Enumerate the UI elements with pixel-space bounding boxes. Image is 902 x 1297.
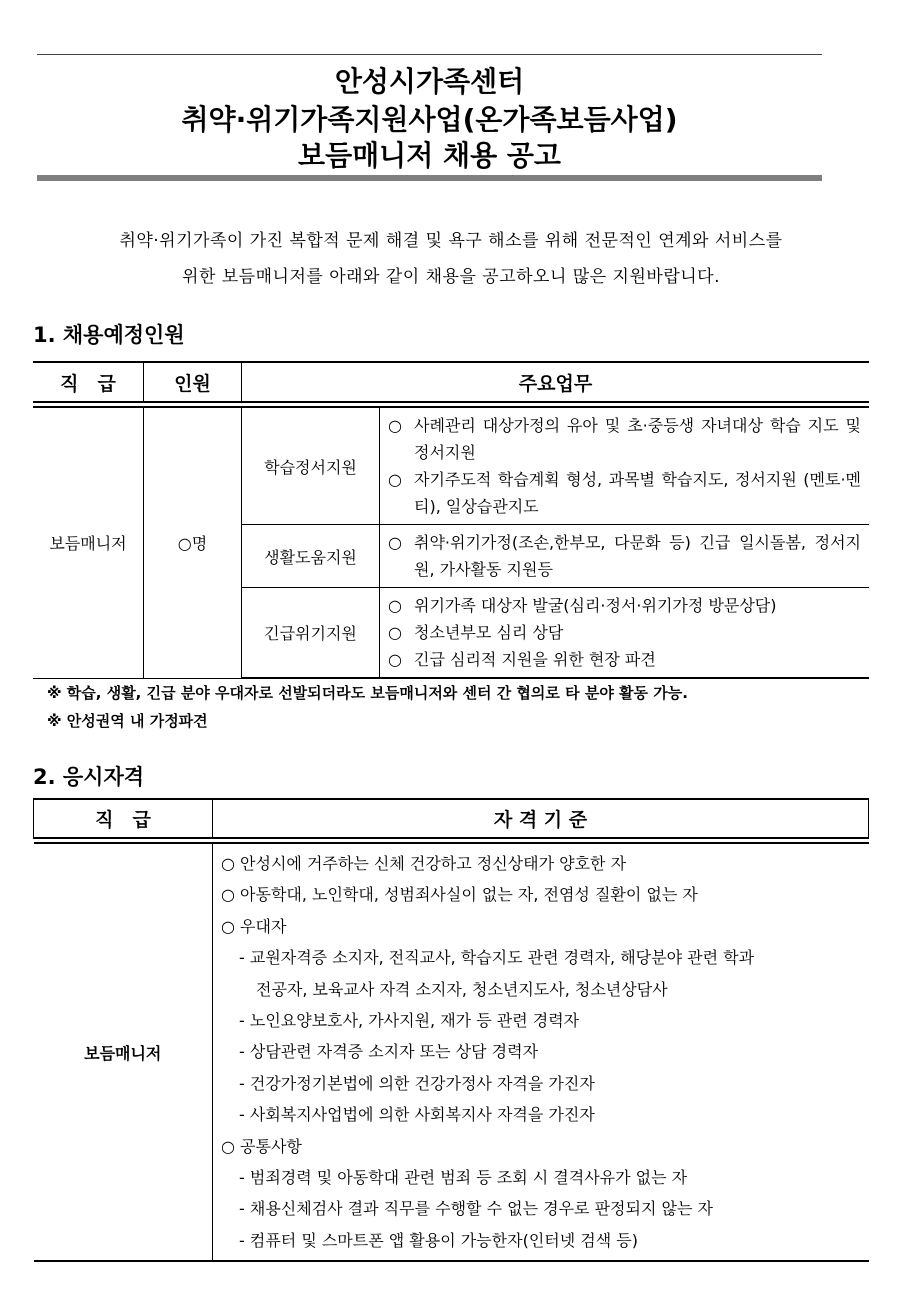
criteria-line: - 노인요양보호사, 가사지원, 재가 등 관련 경력자 <box>239 1010 580 1030</box>
criteria-line: - 교원자격증 소지자, 전직교사, 학습지도 관련 경력자, 해당분야 관련 학과 <box>239 948 755 968</box>
header-count: 인원 <box>144 362 242 402</box>
area-cell: 긴급위기지원 <box>242 588 380 679</box>
criteria-line: - 컴퓨터 및 스마트폰 앱 활용이 가능한자(인터넷 검색 등) <box>239 1230 638 1250</box>
staffing-table <box>33 361 869 679</box>
criteria-line: - 건강가정기본법에 의한 건강가정사 자격을 가진자 <box>239 1073 595 1093</box>
duty-item: ○ 취약·위기가정(조손,한부모, 다문화 등) 긴급 일시돌봄, 정서지원, 가사활동 지원등 <box>388 533 861 579</box>
area-cell: 생활도움지원 <box>242 525 380 588</box>
top-rule <box>37 54 822 55</box>
duty-item: ○ 위기가족 대상자 발굴(심리·정서·위기가정 방문상담) <box>388 596 777 615</box>
duty-item: ○ 청소년부모 심리 상담 <box>388 623 564 642</box>
qualification-table <box>33 798 869 1262</box>
duty-item: ○ 사례관리 대상가정의 유아 및 초·중등생 자녀대상 학습 지도 및 정서지원 <box>388 416 861 462</box>
criteria-line: - 범죄경력 및 아동학대 관련 범죄 등 조회 시 결격사유가 없는 자 <box>239 1167 688 1187</box>
criteria-line: - 사회복지사업법에 의한 사회복지사 자격을 가진자 <box>239 1105 595 1125</box>
title-line-1: 안성시가족센터 <box>334 65 525 98</box>
criteria-cell <box>213 843 869 1261</box>
note-2: ※ 안성권역 내 가정파견 <box>47 712 208 730</box>
area-cell: 학습정서지원 <box>242 407 380 525</box>
criteria-line: ○ 공통사항 <box>221 1136 302 1156</box>
duties-cell <box>380 525 870 588</box>
section-2-heading: 2. 응시자격 <box>33 765 145 789</box>
position-cell: 보듬매니저 <box>34 843 213 1261</box>
criteria-line: 전공자, 보육교사 자격 소지자, 청소년지도사, 청소년상담사 <box>256 979 668 999</box>
criteria-line: ○ 우대자 <box>221 916 287 936</box>
header-position: 직 급 <box>34 799 213 838</box>
position-cell: 보듬매니저 <box>33 407 144 678</box>
staffing-header-row <box>33 362 869 402</box>
header-position: 직 급 <box>33 362 144 402</box>
title-line-3: 보듬매니저 채용 공고 <box>298 139 561 172</box>
duties-cell <box>380 407 870 525</box>
criteria-line: - 채용신체검사 결과 직무를 수행할 수 없는 경우로 판정되지 않는 자 <box>239 1199 713 1219</box>
title-line-2: 취약·위기가족지원사업(온가족보듬사업) <box>181 103 678 136</box>
criteria-line: - 상담관련 자격증 소지자 또는 상담 경력자 <box>239 1042 539 1062</box>
header-duties: 주요업무 <box>242 362 870 402</box>
duty-item: ○ 자기주도적 학습계획 형성, 과목별 학습지도, 정서지원 (멘토·멘티), 일상습관지도 <box>388 470 861 516</box>
header-criteria: 자 격 기 준 <box>213 799 869 838</box>
qualification-header-row <box>34 799 869 838</box>
duty-item: ○ 긴급 심리적 지원을 위한 현장 파견 <box>388 650 656 669</box>
duties-cell <box>380 588 870 679</box>
criteria-line: ○ 아동학대, 노인학대, 성범죄사실이 없는 자, 전염성 질환이 없는 자 <box>221 885 698 905</box>
qualification-row <box>34 843 869 1261</box>
count-cell: ○명 <box>144 407 242 678</box>
title-underline <box>37 175 822 181</box>
intro-line-2: 위한 보듬매니저를 아래와 같이 채용을 공고하오니 많은 지원바랍니다. <box>182 267 720 287</box>
section-1-heading: 1. 채용예정인원 <box>33 323 185 347</box>
criteria-line: ○ 안성시에 거주하는 신체 건강하고 정신상태가 양호한 자 <box>221 854 627 873</box>
note-1: ※ 학습, 생활, 긴급 분야 우대자로 선발되더라도 보듬매니저와 센터 간 협의로 타 분야 활동 가능. <box>47 684 688 702</box>
intro-line-1: 취약·위기가족이 가진 복합적 문제 해결 및 욕구 해소를 위해 전문적인 연계와 서비스를 <box>119 231 783 251</box>
staffing-row <box>33 407 869 525</box>
